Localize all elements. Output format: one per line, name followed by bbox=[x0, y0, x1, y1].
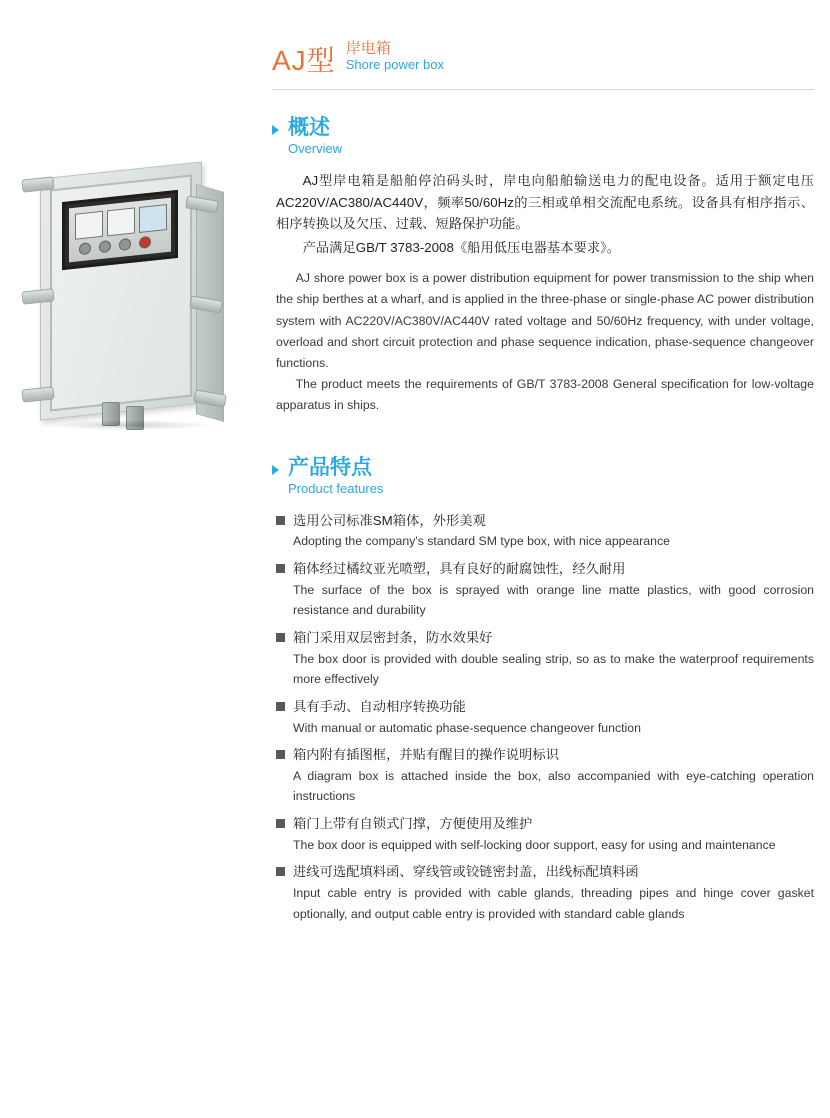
indicator-display-icon bbox=[139, 204, 167, 233]
product-name-cn: 岸电箱 bbox=[345, 40, 391, 57]
overview-heading-cn: 概述 bbox=[288, 115, 330, 139]
spacer bbox=[276, 260, 814, 268]
instrument-panel-window bbox=[62, 190, 178, 270]
page-title bbox=[272, 40, 814, 90]
overview-heading-en: Overview bbox=[288, 140, 343, 156]
list-item bbox=[276, 862, 814, 924]
heading-text-group bbox=[288, 456, 383, 499]
voltmeter-icon bbox=[75, 211, 103, 240]
feature-text-en: The box door is equipped with self-locking door support, easy for using and maintenance bbox=[293, 837, 776, 852]
section-heading-overview bbox=[272, 116, 814, 159]
feature-text-en: The box door is provided with double sealing strip, so as to make the waterproof requirements more effectively bbox=[293, 651, 814, 687]
feature-cn-row bbox=[276, 814, 814, 835]
instrument-panel bbox=[69, 198, 171, 263]
feature-text-cn: 选用公司标准SM箱体，外形美观 bbox=[293, 512, 486, 528]
square-bullet-icon bbox=[276, 819, 285, 828]
overview-paragraph-cn: 产品满足GB/T 3783-2008《船用低压电器基本要求》。 bbox=[302, 239, 621, 255]
feature-cn-row bbox=[276, 862, 814, 883]
photo-shadow bbox=[44, 420, 212, 430]
model-code: AJ型 bbox=[272, 44, 336, 76]
feature-text-en: With manual or automatic phase-sequence changeover function bbox=[293, 720, 641, 735]
feature-text-cn: 箱体经过橘纹亚光喷塑，具有良好的耐腐蚀性，经久耐用 bbox=[293, 561, 626, 577]
product-name-group bbox=[346, 40, 444, 75]
list-item bbox=[276, 511, 814, 552]
feature-cn-row bbox=[276, 628, 814, 649]
overview-paragraph-cn: AJ型岸电箱是船舶停泊码头时，岸电向船舶输送电力的配电设备。适用于额定电压AC220V/AC380/AC440V，频率50/60Hz的三相或单相交流配电系统。设备具有相序指示、相序转换以及欠压、过载、短路保护功能。 bbox=[276, 173, 814, 232]
shore-power-box-photo bbox=[18, 140, 238, 440]
feature-cn-row bbox=[276, 745, 814, 766]
feature-text-en: The surface of the box is sprayed with orange line matte plastics, with good corrosion resistance and durability bbox=[293, 582, 814, 618]
square-bullet-icon bbox=[276, 516, 285, 525]
square-bullet-icon bbox=[276, 702, 285, 711]
triangle-bullet-icon bbox=[272, 125, 279, 135]
feature-text-en: A diagram box is attached inside the box, also accompanied with eye-catching operation instructions bbox=[293, 768, 814, 804]
content-column bbox=[258, 0, 830, 1118]
features-heading-en: Product features bbox=[288, 481, 384, 497]
features-list bbox=[272, 511, 814, 924]
feature-cn-row bbox=[276, 697, 814, 718]
overview-body bbox=[272, 170, 814, 416]
overview-paragraph-en: The product meets the requirements of GB/T 3783-2008 General specification for low-voltage apparatus in ships. bbox=[276, 376, 814, 413]
selector-knob-icon bbox=[79, 242, 91, 255]
square-bullet-icon bbox=[276, 750, 285, 759]
emergency-stop-icon bbox=[139, 236, 151, 249]
feature-cn-row bbox=[276, 511, 814, 532]
feature-text-en: Adopting the company's standard SM type box, with nice appearance bbox=[293, 534, 670, 549]
list-item bbox=[276, 745, 814, 807]
features-heading-cn: 产品特点 bbox=[288, 456, 372, 480]
feature-text-cn: 箱内附有插图框，并贴有醒目的操作说明标识 bbox=[293, 747, 559, 763]
list-item bbox=[276, 559, 814, 621]
feature-text-cn: 进线可选配填料函、穿线管或铰链密封盖，出线标配填料函 bbox=[293, 864, 639, 880]
triangle-bullet-icon bbox=[272, 465, 279, 475]
feature-text-cn: 具有手动、自动相序转换功能 bbox=[293, 698, 466, 714]
feature-text-cn: 箱门上带有自锁式门撑，方便使用及维护 bbox=[293, 816, 533, 832]
selector-knob-icon bbox=[99, 240, 111, 253]
list-item bbox=[276, 628, 814, 690]
heading-text-group bbox=[288, 116, 342, 159]
product-name-en: Shore power box bbox=[345, 57, 444, 73]
section-heading-features bbox=[272, 456, 814, 499]
overview-paragraph-en: AJ shore power box is a power distribution equipment for power transmission to the ship when the ship berthes at a wharf, and is applied in the three-phase or single-phase AC power distribution system with AC220V/AC380V/AC440V rated voltage and 50/60Hz frequency, with under voltage, overload and short circuit protection and phase sequence indication, phase-sequence changeover functions. bbox=[276, 271, 814, 370]
feature-text-cn: 箱门采用双层密封条，防水效果好 bbox=[293, 629, 493, 645]
square-bullet-icon bbox=[276, 633, 285, 642]
ammeter-icon bbox=[107, 207, 135, 236]
square-bullet-icon bbox=[276, 564, 285, 573]
product-image-column bbox=[0, 0, 258, 1118]
feature-text-en: Input cable entry is provided with cable glands, threading pipes and hinge cover gasket optionally, and output cable entry is provided with standard cable glands bbox=[293, 885, 814, 921]
list-item bbox=[276, 814, 814, 855]
selector-knob-icon bbox=[119, 238, 131, 251]
list-item bbox=[276, 697, 814, 738]
square-bullet-icon bbox=[276, 867, 285, 876]
feature-cn-row bbox=[276, 559, 814, 580]
